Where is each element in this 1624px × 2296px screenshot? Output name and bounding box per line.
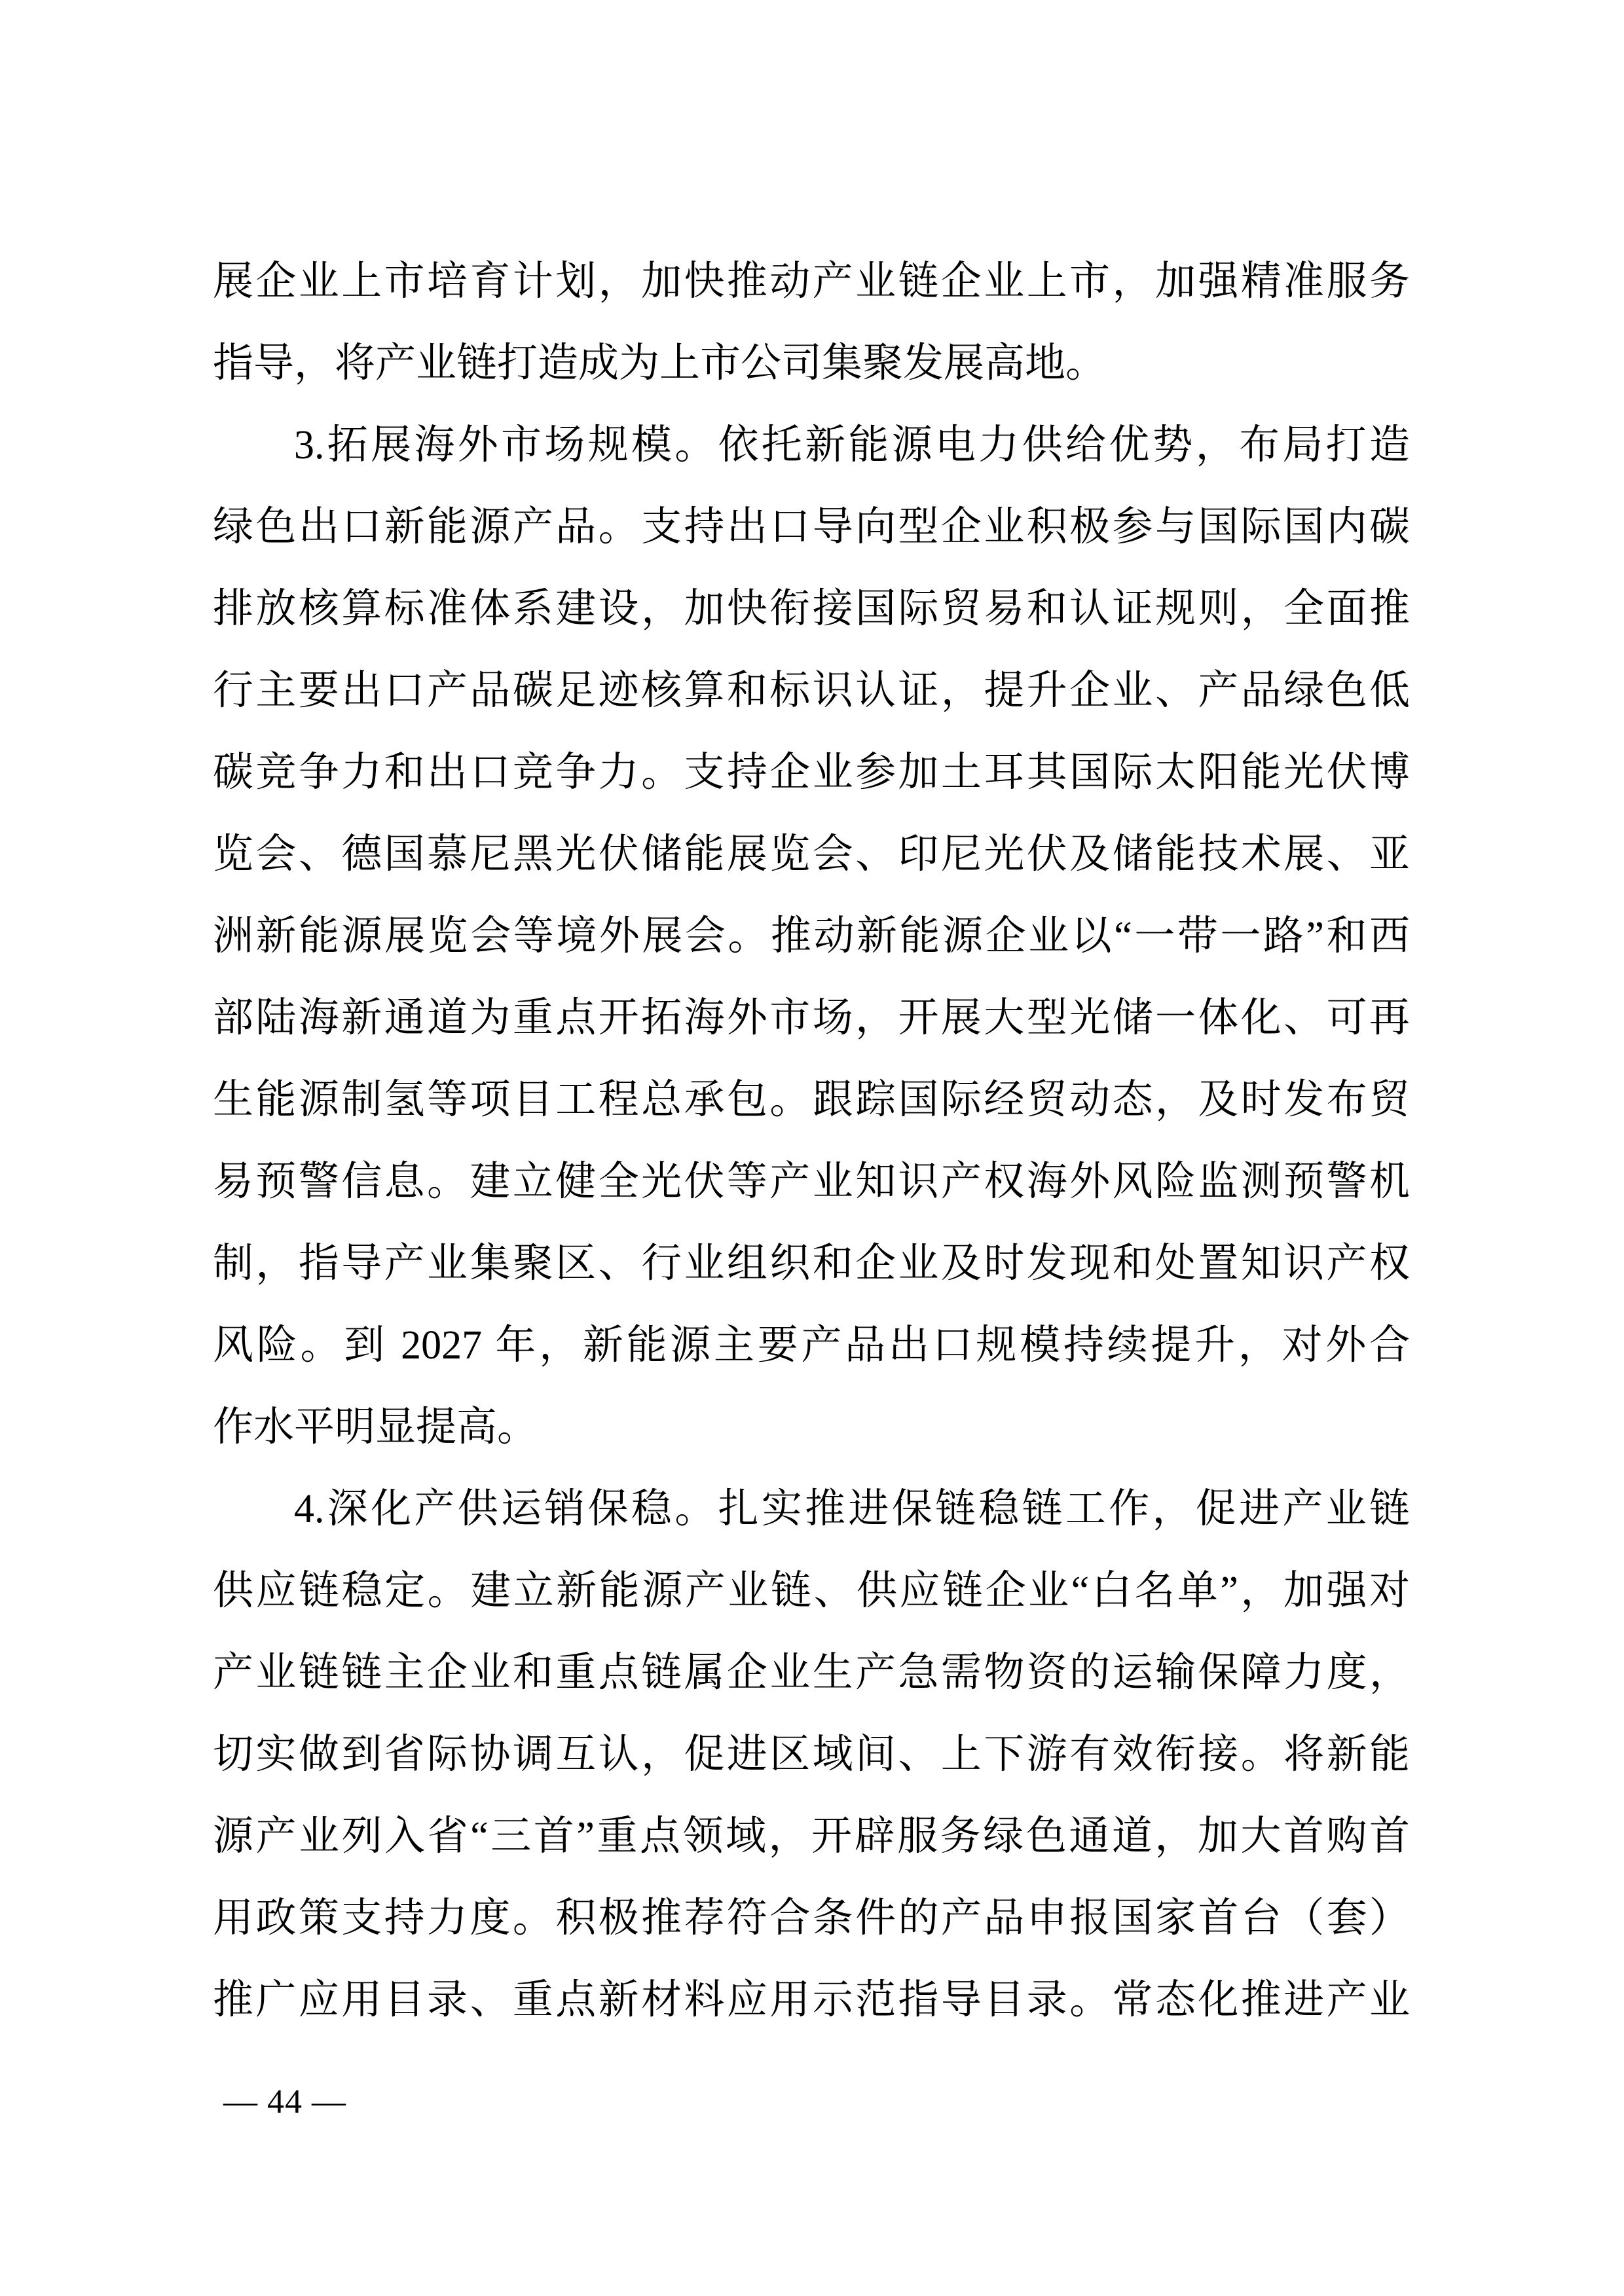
- text-line: 部陆海新通道为重点开拓海外市场，开展大型光储一体化、可再: [213, 996, 1410, 1040]
- text-line: 用政策支持力度。积极推荐符合条件的产品申报国家首台（套）: [213, 1896, 1410, 1941]
- text-line: 易预警信息。建立健全光伏等产业知识产权海外风险监测预警机: [213, 1159, 1410, 1204]
- text-line: 绿色出口新能源产品。支持出口导向型企业积极参与国际国内碳: [213, 505, 1410, 549]
- text-line: 展企业上市培育计划，加快推动产业链企业上市，加强精准服务: [213, 259, 1410, 304]
- text-line: 4.深化产供运销保稳。扎实推进保链稳链工作，促进产业链: [294, 1487, 1410, 1531]
- text-line: 产业链链主企业和重点链属企业生产急需物资的运输保障力度，: [213, 1650, 1410, 1695]
- text-line: 3.拓展海外市场规模。依托新能源电力供给优势，布局打造: [294, 423, 1410, 467]
- text-line: 览会、德国慕尼黑光伏储能展览会、印尼光伏及储能技术展、亚: [213, 832, 1410, 877]
- text-line: 推广应用目录、重点新材料应用示范指导目录。常态化推进产业: [213, 1978, 1410, 2022]
- body-text: [213, 241, 1410, 2041]
- text-line: 指导，将产业链打造成为上市公司集聚发展高地。: [213, 341, 1107, 386]
- text-line: 源产业列入省“三首”重点领域，开辟服务绿色通道，加大首购首: [213, 1814, 1410, 1859]
- text-line: 生能源制氢等项目工程总承包。跟踪国际经贸动态，及时发布贸: [213, 1078, 1410, 1122]
- text-line: 制，指导产业集聚区、行业组织和企业及时发现和处置知识产权: [213, 1241, 1410, 1286]
- text-line: 作水平明显提高。: [213, 1405, 538, 1449]
- text-line: 排放核算标准体系建设，加快衔接国际贸易和认证规则，全面推: [213, 587, 1410, 631]
- text-line: 洲新能源展览会等境外展会。推动新能源企业以“一带一路”和西: [213, 914, 1410, 958]
- page-number: — 44 —: [223, 2083, 346, 2121]
- text-line: 切实做到省际协调互认，促进区域间、上下游有效衔接。将新能: [213, 1732, 1410, 1777]
- text-line: 碳竞争力和出口竞争力。支持企业参加土耳其国际太阳能光伏博: [213, 750, 1410, 795]
- text-line: 行主要出口产品碳足迹核算和标识认证，提升企业、产品绿色低: [213, 668, 1410, 713]
- text-line: 供应链稳定。建立新能源产业链、供应链企业“白名单”，加强对: [213, 1569, 1410, 1613]
- text-line: 风险。到 2027 年，新能源主要产品出口规模持续提升，对外合: [213, 1323, 1410, 1368]
